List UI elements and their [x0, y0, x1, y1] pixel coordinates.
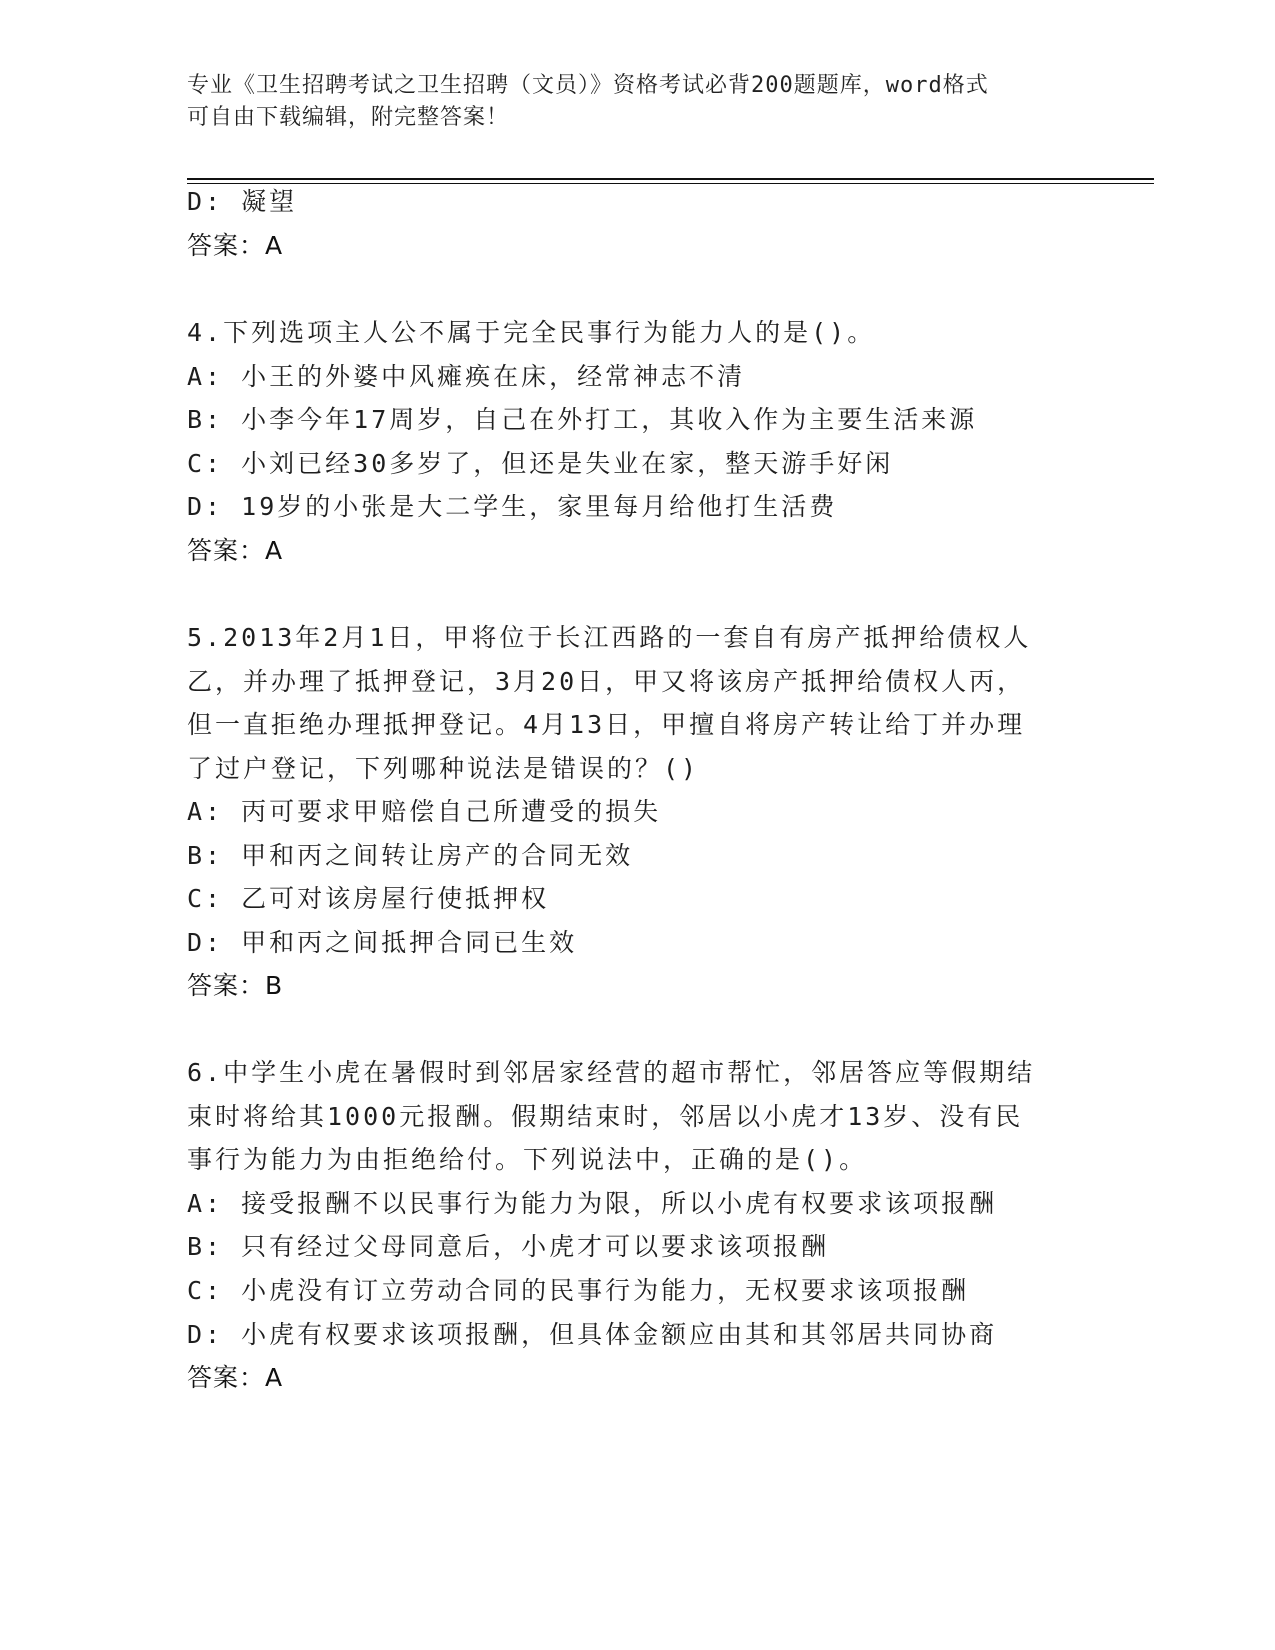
q4-answer: 答案：A	[187, 536, 284, 565]
q5-stem-line-2: 乙，并办理了抵押登记，3月20日，甲又将该房产抵押给债权人丙，	[187, 667, 1026, 696]
q6-answer: 答案：A	[187, 1363, 284, 1392]
q4-option-b: B: 小李今年17周岁，自己在外打工，其收入作为主要生活来源	[187, 405, 978, 434]
q6-option-c: C: 小虎没有订立劳动合同的民事行为能力，无权要求该项报酬	[187, 1276, 970, 1305]
header-title-line-2: 可自由下载编辑，附完整答案！	[187, 105, 510, 130]
prev-option-d: D: 凝望	[187, 187, 298, 216]
q4-stem: 4.下列选项主人公不属于完全民事行为能力人的是()。	[187, 318, 876, 347]
q6-stem-line-2: 束时将给其1000元报酬。假期结束时，邻居以小虎才13岁、没有民	[187, 1102, 1024, 1131]
q4-option-a: A: 小王的外婆中风瘫痪在床，经常神志不清	[187, 362, 746, 391]
header-rule-thick	[187, 178, 1154, 180]
header-title-line-1: 专业《卫生招聘考试之卫生招聘（文员）》资格考试必背200题题库，word格式	[187, 73, 989, 98]
q5-answer: 答案：B	[187, 971, 284, 1000]
document-header	[187, 70, 1067, 134]
q4-option-d: D: 19岁的小张是大二学生，家里每月给他打生活费	[187, 492, 838, 521]
q6-option-b: B: 只有经过父母同意后，小虎才可以要求该项报酬	[187, 1232, 830, 1261]
q5-option-b: B: 甲和丙之间转让房产的合同无效	[187, 841, 634, 870]
q6-stem-line-1: 6.中学生小虎在暑假时到邻居家经营的超市帮忙，邻居答应等假期结	[187, 1058, 1036, 1087]
q5-option-a: A: 丙可要求甲赔偿自己所遭受的损失	[187, 797, 662, 826]
q5-option-c: C: 乙可对该房屋行使抵押权	[187, 884, 550, 913]
header-rule-thin	[187, 183, 1154, 184]
q5-stem-line-4: 了过户登记，下列哪种说法是错误的？()	[187, 754, 700, 783]
prev-answer: 答案：A	[187, 231, 284, 260]
q5-option-d: D: 甲和丙之间抵押合同已生效	[187, 928, 578, 957]
q5-stem-line-3: 但一直拒绝办理抵押登记。4月13日，甲擅自将房产转让给丁并办理	[187, 710, 1026, 739]
q4-option-c: C: 小刘已经30多岁了，但还是失业在家，整天游手好闲	[187, 449, 894, 478]
q6-option-a: A: 接受报酬不以民事行为能力为限，所以小虎有权要求该项报酬	[187, 1189, 998, 1218]
q6-stem-line-3: 事行为能力为由拒绝给付。下列说法中，正确的是()。	[187, 1145, 868, 1174]
q5-stem-line-1: 5.2013年2月1日，甲将位于长江西路的一套自有房产抵押给债权人	[187, 623, 1032, 652]
q6-option-d: D: 小虎有权要求该项报酬，但具体金额应由其和其邻居共同协商	[187, 1320, 998, 1349]
